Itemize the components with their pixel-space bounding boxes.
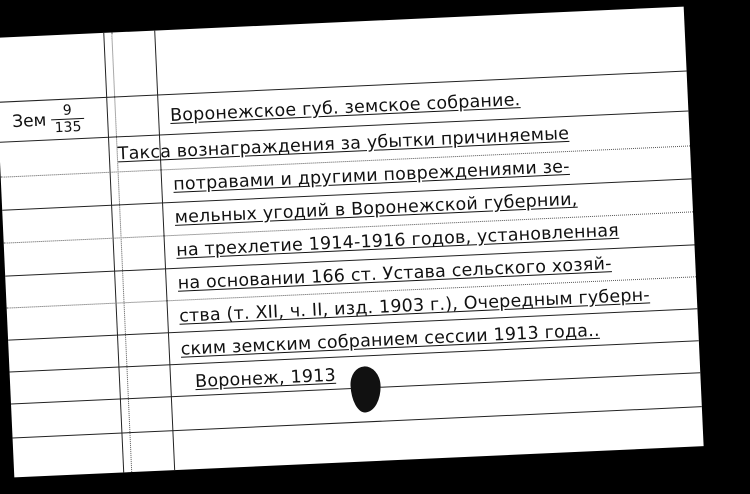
- indent-line: [154, 31, 175, 471]
- card-title-line: ства (т. XII, ч. II, изд. 1903 г.), Очередным губерн-: [178, 285, 651, 327]
- margin-line: [111, 33, 132, 473]
- card-title-line: мельных угодий в Воронежской губернии,: [174, 189, 578, 228]
- catalog-card: [0, 7, 704, 478]
- card-title-line: ским земским собранием сессии 1913 года..: [180, 320, 601, 360]
- call-number-bottom: 135: [51, 118, 84, 136]
- card-author: Воронежское губ. земское собрание.: [169, 90, 521, 126]
- ink-blot: [350, 366, 382, 413]
- card-title-line: Такса вознаграждения за убытки причиняемые: [117, 123, 570, 165]
- card-title-line: на основании 166 ст. Устава сельского хозяй-: [177, 254, 613, 294]
- card-rule: [13, 406, 702, 438]
- card-title-line: потравами и другими повреждениями зе-: [172, 156, 571, 195]
- call-number-top: 9: [62, 102, 73, 119]
- call-number: [11, 102, 84, 138]
- card-title-line: на трехлетие 1914-1916 годов, установленная: [175, 220, 620, 261]
- call-number-fraction: [51, 102, 85, 136]
- call-number-prefix: Зем: [11, 110, 47, 132]
- card-imprint: Воронеж, 1913: [194, 365, 337, 393]
